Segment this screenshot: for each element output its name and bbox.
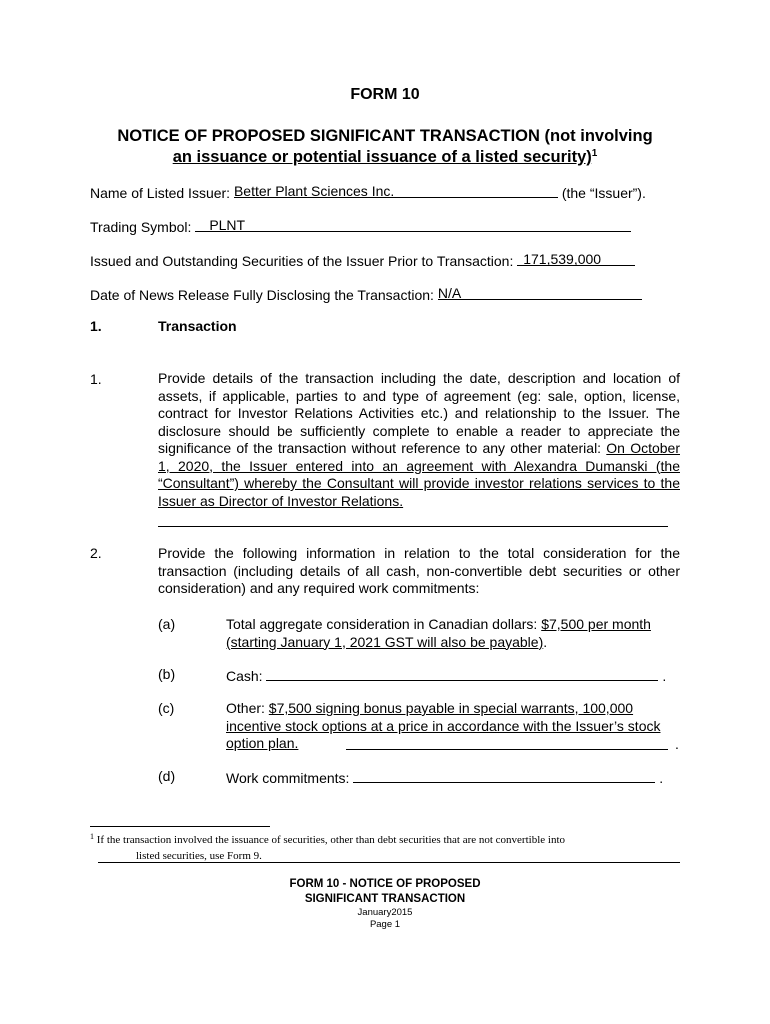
trading-symbol-value: PLNT [209, 217, 246, 233]
subitem-d-text [226, 768, 681, 788]
issuer-field[interactable] [234, 183, 558, 198]
news-release-field[interactable] [438, 285, 642, 300]
subitem-a-text [226, 616, 681, 651]
form-number: FORM 10 [350, 86, 420, 103]
item2-number: 2. [90, 545, 102, 561]
footer-line-1: FORM 10 - NOTICE OF PROPOSED [289, 878, 481, 890]
cash-field[interactable] [266, 666, 658, 681]
footnote-marker: 1 [90, 832, 94, 841]
subitem-a-label: (a) [158, 616, 176, 632]
page-footer [0, 877, 770, 931]
subitem-b-end: . [662, 668, 667, 684]
item1-text-block [158, 370, 680, 510]
subitem-c-end: . [675, 736, 679, 752]
subitem-c-label: (c) [158, 700, 175, 716]
issuer-line [90, 183, 646, 202]
subitem-b-text [226, 666, 681, 686]
item1-blank-line[interactable] [158, 526, 668, 527]
section-number: 1. [90, 318, 102, 334]
subitem-c-question: Other: [226, 700, 265, 716]
outstanding-field[interactable] [517, 251, 635, 266]
subitem-d-label: (d) [158, 768, 176, 784]
subitem-d-question: Work commitments: [226, 770, 350, 786]
news-release-value: N/A [437, 285, 462, 301]
subitem-d-end: . [659, 770, 664, 786]
subitem-b-question: Cash: [226, 668, 263, 684]
trading-symbol-field[interactable] [195, 217, 631, 232]
subitem-c-text [226, 700, 666, 753]
subitem-a-end: . [543, 633, 548, 650]
trading-symbol-label: Trading Symbol: [90, 219, 192, 235]
trading-symbol-line [90, 217, 631, 236]
item1-question: Provide details of the transaction including the date, description and location of assets, if applicable, parties to and type of agreement (eg: sale, option, license, contract for Investor Relations Activities etc.) and relationship to the Issuer. The disclosure should be sufficiently complete to enable a reader to appreciate the significance of the transaction without reference to any other material: [158, 370, 680, 456]
news-release-label: Date of News Release Fully Disclosing the Transaction: [90, 287, 434, 303]
footnote-line-1: If the transaction involved the issuance of securities, other than debt securities that are not convertible into [96, 834, 566, 846]
issuer-label: Name of Listed Issuer: [90, 185, 231, 201]
subitem-c-answer[interactable]: $7,500 signing bonus payable in special warrants, 100,000 incentive stock options at a price in accordance with the Issuer’s stock option plan. [226, 700, 661, 751]
footer-date: January2015 [357, 907, 413, 918]
item1-number: 1. [90, 371, 102, 387]
news-release-line [90, 285, 642, 304]
document-title [90, 126, 680, 168]
subitem-a-answer[interactable]: $7,500 per month (starting January 1, 2021 GST will also be payable) [226, 616, 651, 650]
issuer-value: Better Plant Sciences Inc. [233, 183, 395, 199]
issuer-suffix: (the “Issuer”). [561, 185, 646, 201]
footnote-line-2: listed securities, use Form 9. [136, 850, 262, 862]
outstanding-value: 171,539,000 [523, 251, 602, 267]
subitem-a-question: Total aggregate consideration in Canadian dollars: [226, 616, 538, 632]
outstanding-label: Issued and Outstanding Securities of the Issuer Prior to Transaction: [90, 253, 514, 269]
title-line-1: NOTICE OF PROPOSED SIGNIFICANT TRANSACTION (not involving [117, 127, 653, 145]
footnote-bottom-rule [98, 862, 680, 863]
item2-question: Provide the following information in relation to the total consideration for the transaction (including details of all cash, non-convertible debt securities or other consideration) and any required work commitments: [158, 545, 680, 596]
subitem-b-label: (b) [158, 666, 176, 682]
footnote [90, 832, 680, 864]
section-heading: Transaction [158, 318, 237, 334]
title-line-2: an issuance or potential issuance of a listed security) [172, 148, 592, 166]
footer-line-2: SIGNIFICANT TRANSACTION [304, 893, 466, 905]
item1-answer[interactable]: On October 1, 2020, the Issuer entered into an agreement with Alexandra Dumanski (the “Consultant”) whereby the Consultant will provide investor relations services to the Issuer as Director of Investor Relations. [158, 440, 680, 509]
title-footnote-marker: 1 [591, 148, 598, 159]
outstanding-line [90, 251, 635, 270]
subitem-c-blank-line[interactable] [346, 749, 668, 750]
footer-page-number: Page 1 [369, 919, 401, 930]
footnote-separator [90, 826, 270, 827]
work-commitments-field[interactable] [353, 768, 655, 783]
